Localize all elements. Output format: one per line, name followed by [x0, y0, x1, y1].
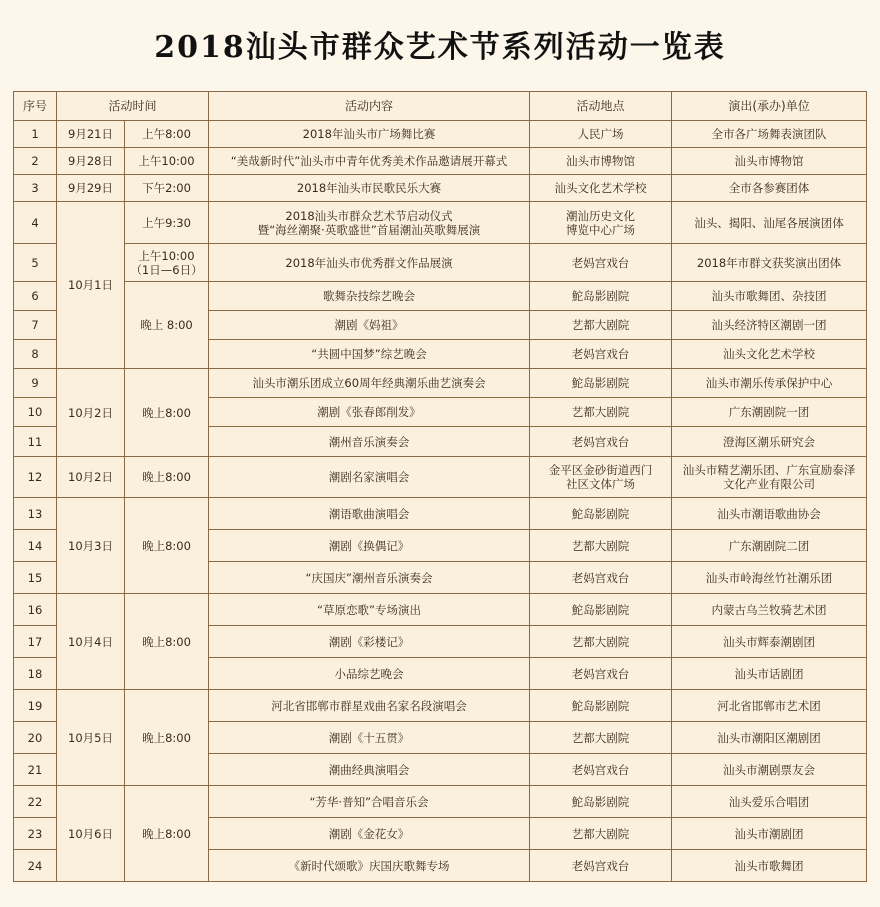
row-time: 晚上 8:00: [125, 282, 209, 369]
row-content: 潮语歌曲演唱会: [209, 498, 530, 530]
table-row: [14, 282, 867, 311]
row-venue: 人民广场: [530, 121, 672, 148]
row-date: 9月21日: [57, 121, 125, 148]
page-title: 2018汕头市群众艺术节系列活动一览表: [154, 30, 726, 65]
row-content: 2018年汕头市优秀群文作品展演: [209, 244, 530, 282]
row-org: 汕头市岭海丝竹社潮乐团: [672, 562, 867, 594]
row-org: 汕头市辉泰潮剧团: [672, 626, 867, 658]
row-content: 潮剧《张春郎削发》: [209, 398, 530, 427]
row-content: 潮曲经典演唱会: [209, 754, 530, 786]
row-org: 汕头市潮乐传承保护中心: [672, 369, 867, 398]
row-content: 潮剧《彩楼记》: [209, 626, 530, 658]
row-venue: 老妈宫戏台: [530, 427, 672, 457]
row-num: 21: [14, 754, 57, 786]
header-venue: 活动地点: [530, 92, 672, 121]
row-num: 7: [14, 311, 57, 340]
row-venue: 汕头文化艺术学校: [530, 175, 672, 202]
row-num: 9: [14, 369, 57, 398]
row-org: 汕头经济特区潮剧一团: [672, 311, 867, 340]
row-num: 11: [14, 427, 57, 457]
header-time: 活动时间: [57, 92, 209, 121]
row-num: 22: [14, 786, 57, 818]
table-row: [14, 244, 867, 282]
row-num: 19: [14, 690, 57, 722]
row-venue: 艺都大剧院: [530, 311, 672, 340]
row-num: 12: [14, 457, 57, 498]
row-venue: 老妈宫戏台: [530, 754, 672, 786]
row-org: 汕头市歌舞团、杂技团: [672, 282, 867, 311]
row-org: 河北省邯郸市艺术团: [672, 690, 867, 722]
header-num: 序号: [14, 92, 57, 121]
row-date: 10月1日: [57, 202, 125, 369]
row-content: 2018年汕头市广场舞比赛: [209, 121, 530, 148]
row-content: 汕头市潮乐团成立60周年经典潮乐曲艺演奏会: [209, 369, 530, 398]
row-time: 晚上8:00: [125, 594, 209, 690]
row-date: 10月5日: [57, 690, 125, 786]
row-num: 20: [14, 722, 57, 754]
row-time: 下午2:00: [125, 175, 209, 202]
row-content: 小品综艺晚会: [209, 658, 530, 690]
row-venue: 鮀岛影剧院: [530, 786, 672, 818]
row-time: 晚上8:00: [125, 369, 209, 457]
row-time: 上午8:00: [125, 121, 209, 148]
row-org: 全市各广场舞表演团队: [672, 121, 867, 148]
row-org: 汕头市潮语歌曲协会: [672, 498, 867, 530]
row-venue: 鮀岛影剧院: [530, 282, 672, 311]
table-row: [14, 369, 867, 398]
row-org: 全市各参赛团体: [672, 175, 867, 202]
row-venue: 艺都大剧院: [530, 818, 672, 850]
row-org: 广东潮剧院一团: [672, 398, 867, 427]
row-date: 10月2日: [57, 457, 125, 498]
table-row: [14, 175, 867, 202]
row-org: 2018年市群文获奖演出团体: [672, 244, 867, 282]
row-content: 《新时代颂歌》庆国庆歌舞专场: [209, 850, 530, 882]
row-num: 4: [14, 202, 57, 244]
row-time: 晚上8:00: [125, 786, 209, 882]
row-num: 23: [14, 818, 57, 850]
row-org: 汕头、揭阳、汕尾各展演团体: [672, 202, 867, 244]
header-content: 活动内容: [209, 92, 530, 121]
row-org: 内蒙古乌兰牧骑艺术团: [672, 594, 867, 626]
row-venue: 潮汕历史文化 博览中心广场: [530, 202, 672, 244]
table-row: [14, 121, 867, 148]
row-content: 潮剧名家演唱会: [209, 457, 530, 498]
row-content: 潮剧《金花女》: [209, 818, 530, 850]
row-num: 5: [14, 244, 57, 282]
row-date: 10月2日: [57, 369, 125, 457]
row-num: 13: [14, 498, 57, 530]
table-row: [14, 690, 867, 722]
row-content: 潮州音乐演奏会: [209, 427, 530, 457]
row-org: 澄海区潮乐研究会: [672, 427, 867, 457]
row-time: 上午10:00 （1日—6日）: [125, 244, 209, 282]
row-date: 9月29日: [57, 175, 125, 202]
row-venue: 老妈宫戏台: [530, 850, 672, 882]
row-num: 2: [14, 148, 57, 175]
row-venue: 老妈宫戏台: [530, 244, 672, 282]
row-venue: 老妈宫戏台: [530, 340, 672, 369]
row-num: 6: [14, 282, 57, 311]
row-content: 2018汕头市群众艺术节启动仪式 暨“海丝潮聚·英歌盛世”首届潮汕英歌舞展演: [209, 202, 530, 244]
row-org: 汕头市潮剧团: [672, 818, 867, 850]
row-org: 汕头市博物馆: [672, 148, 867, 175]
row-num: 17: [14, 626, 57, 658]
row-venue: 艺都大剧院: [530, 398, 672, 427]
row-num: 18: [14, 658, 57, 690]
row-content: 2018年汕头市民歌民乐大赛: [209, 175, 530, 202]
row-num: 14: [14, 530, 57, 562]
row-venue: 金平区金砂街道西门 社区文体广场: [530, 457, 672, 498]
row-venue: 艺都大剧院: [530, 722, 672, 754]
header-row: [14, 92, 867, 121]
row-venue: 艺都大剧院: [530, 530, 672, 562]
row-time: 晚上8:00: [125, 457, 209, 498]
row-org: 汕头文化艺术学校: [672, 340, 867, 369]
row-content: “共圆中国梦”综艺晚会: [209, 340, 530, 369]
row-org: 汕头市潮阳区潮剧团: [672, 722, 867, 754]
row-num: 16: [14, 594, 57, 626]
row-num: 10: [14, 398, 57, 427]
table-row: [14, 457, 867, 498]
row-org: 汕头爱乐合唱团: [672, 786, 867, 818]
row-num: 8: [14, 340, 57, 369]
table-row: [14, 148, 867, 175]
header-org: 演出(承办)单位: [672, 92, 867, 121]
row-org: 汕头市话剧团: [672, 658, 867, 690]
row-org: 广东潮剧院二团: [672, 530, 867, 562]
row-content: “庆国庆”潮州音乐演奏会: [209, 562, 530, 594]
row-venue: 老妈宫戏台: [530, 562, 672, 594]
row-venue: 鮀岛影剧院: [530, 594, 672, 626]
row-content: 歌舞杂技综艺晚会: [209, 282, 530, 311]
row-org: 汕头市精艺潮乐团、广东宣励泰泽 文化产业有限公司: [672, 457, 867, 498]
row-org: 汕头市潮剧票友会: [672, 754, 867, 786]
row-org: 汕头市歌舞团: [672, 850, 867, 882]
row-num: 1: [14, 121, 57, 148]
row-content: “草原恋歌”专场演出: [209, 594, 530, 626]
table-row: [14, 594, 867, 626]
row-num: 3: [14, 175, 57, 202]
row-num: 15: [14, 562, 57, 594]
row-num: 24: [14, 850, 57, 882]
row-date: 10月3日: [57, 498, 125, 594]
row-venue: 艺都大剧院: [530, 626, 672, 658]
row-time: 上午10:00: [125, 148, 209, 175]
row-venue: 鮀岛影剧院: [530, 498, 672, 530]
row-venue: 鮀岛影剧院: [530, 690, 672, 722]
table-row: [14, 202, 867, 244]
row-content: 潮剧《妈祖》: [209, 311, 530, 340]
row-content: 河北省邯郸市群星戏曲名家名段演唱会: [209, 690, 530, 722]
schedule-table: [13, 91, 867, 882]
row-time: 上午9:30: [125, 202, 209, 244]
row-venue: 老妈宫戏台: [530, 658, 672, 690]
table-row: [14, 786, 867, 818]
row-content: “美哉新时代”汕头市中青年优秀美术作品邀请展开幕式: [209, 148, 530, 175]
row-time: 晚上8:00: [125, 498, 209, 594]
row-date: 10月4日: [57, 594, 125, 690]
row-content: 潮剧《换偶记》: [209, 530, 530, 562]
row-venue: 鮀岛影剧院: [530, 369, 672, 398]
row-date: 10月6日: [57, 786, 125, 882]
row-content: “芳华·普知”合唱音乐会: [209, 786, 530, 818]
row-venue: 汕头市博物馆: [530, 148, 672, 175]
row-date: 9月28日: [57, 148, 125, 175]
row-time: 晚上8:00: [125, 690, 209, 786]
table-row: [14, 498, 867, 530]
row-content: 潮剧《十五贯》: [209, 722, 530, 754]
